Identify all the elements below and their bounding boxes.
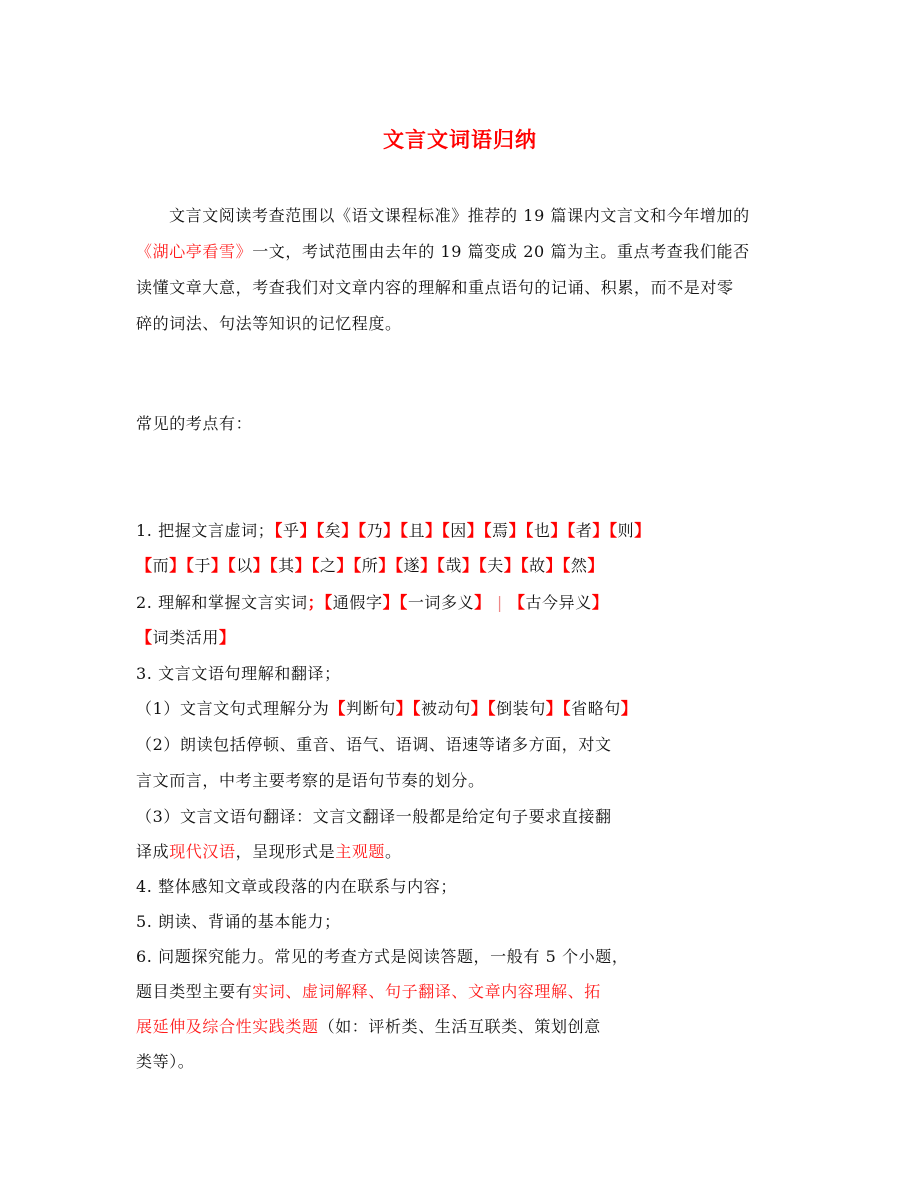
intro-text: 文言文阅读考查范围以《语文课程标准》推荐的 19 篇课内文言文和今年增加的 <box>169 206 750 225</box>
keyword-tag <box>484 521 526 540</box>
right-bracket: 】 <box>503 556 521 575</box>
item-text: 题目类型主要有 <box>136 982 253 1001</box>
item-text: 类等）。 <box>136 1052 195 1071</box>
intro-line-4 <box>136 314 402 334</box>
right-bracket: 】 <box>383 521 400 540</box>
keyword-text: 焉 <box>492 521 509 540</box>
right-bracket: 】 <box>474 593 491 612</box>
keyword-text: 倒装句 <box>496 699 546 718</box>
right-bracket: 】 <box>592 521 609 540</box>
right-bracket: 】 <box>395 699 413 718</box>
left-bracket: 【 <box>441 521 451 540</box>
keyword-text: 于 <box>194 556 212 575</box>
left-bracket: 【 <box>269 556 279 575</box>
red-semicolon: ； <box>307 593 325 612</box>
keyword-text: 古今异义 <box>525 593 592 612</box>
left-bracket: 【 <box>436 556 446 575</box>
keyword-tag <box>520 556 562 575</box>
keyword-text: 省略句 <box>571 699 621 718</box>
keyword-list <box>324 593 491 612</box>
right-bracket: 】 <box>587 556 605 575</box>
keyword-text: 词类活用 <box>152 628 220 647</box>
keyword-tag <box>562 556 604 575</box>
item-6-line-1 <box>136 947 629 967</box>
sub-text: 。 <box>385 842 402 861</box>
intro-text: 碎的词法、句法等知识的记忆程度。 <box>136 314 402 333</box>
left-bracket: 【 <box>608 521 618 540</box>
keyword-tag <box>437 556 479 575</box>
left-bracket: 【 <box>562 699 572 718</box>
right-bracket: 】 <box>545 556 563 575</box>
keyword-tag <box>525 521 567 540</box>
right-bracket: 】 <box>336 556 354 575</box>
left-bracket: 【 <box>227 556 237 575</box>
keyword-text: 乎 <box>282 521 300 540</box>
keyword-text: 判断句 <box>346 699 396 718</box>
sub-label: （1）文言文句式理解分为 <box>136 699 330 718</box>
sub-text: 译成 <box>136 842 170 861</box>
keyword-text: 所 <box>361 556 379 575</box>
sub-text: （3）文言文语句翻译：文言文翻译一般都是给定句子要求直接翻 <box>136 807 612 826</box>
left-bracket: 【 <box>329 699 346 718</box>
intro-text: 读懂文章大意，考查我们对文章内容的理解和重点语句的记诵、积累，而不是对零 <box>136 278 734 297</box>
right-bracket: 】 <box>378 556 395 575</box>
keyword-tag <box>269 556 311 575</box>
keyword-text: 一词多义 <box>407 593 475 612</box>
item-6-line-3 <box>136 1017 601 1037</box>
keyword-text: 哉 <box>445 556 463 575</box>
item-2-line-2 <box>136 628 236 648</box>
highlight-text: 现代汉语 <box>169 842 236 861</box>
keyword-tag <box>567 521 609 540</box>
left-bracket: 【 <box>353 556 362 575</box>
keyword-tag <box>509 593 609 612</box>
keyword-tag <box>136 628 236 647</box>
keyword-tag <box>399 593 491 612</box>
keyword-tag <box>412 699 487 718</box>
keyword-list <box>274 521 650 540</box>
item-3-line-1 <box>136 664 341 684</box>
left-bracket: 【 <box>136 628 153 647</box>
right-bracket: 】 <box>169 556 186 575</box>
keyword-tag <box>562 699 637 718</box>
left-bracket: 【 <box>316 521 325 540</box>
keyword-tag <box>274 521 316 540</box>
left-bracket: 【 <box>358 521 367 540</box>
right-bracket: 】 <box>252 556 270 575</box>
keyword-tag <box>136 556 186 575</box>
left-bracket: 【 <box>483 521 493 540</box>
keyword-text: 夫 <box>487 556 504 575</box>
keyword-text: 矣 <box>324 521 342 540</box>
item-text: （如：评析类、生活互联类、策划创意 <box>318 1017 601 1036</box>
keyword-text: 者 <box>575 521 593 540</box>
highlight-text: 实词、虚词解释、句子翻译、文章内容理解、拓 <box>252 982 601 1001</box>
item-2-line-1 <box>136 593 608 613</box>
keyword-tag <box>311 556 353 575</box>
item-1-line-1 <box>136 521 651 541</box>
keyword-list <box>136 556 604 575</box>
keyword-text: 也 <box>533 521 551 540</box>
right-bracket: 】 <box>420 556 437 575</box>
keyword-text: 乃 <box>366 521 384 540</box>
sub-text: 言文而言，中考主要考察的是语句节奏的划分。 <box>136 771 485 790</box>
keyword-text: 以 <box>236 556 253 575</box>
right-bracket: 】 <box>299 521 317 540</box>
left-bracket: 【 <box>136 556 153 575</box>
keyword-tag <box>186 556 228 575</box>
keyword-text: 然 <box>570 556 588 575</box>
item-text: 6. 问题探究能力。常见的考查方式是阅读答题，一般有 5 个小题， <box>136 947 629 966</box>
left-bracket: 【 <box>525 521 534 540</box>
left-bracket: 【 <box>311 556 320 575</box>
item-label: 2. 理解和掌握文言实词 <box>136 593 308 612</box>
left-bracket: 【 <box>185 556 195 575</box>
item-label: 1. 把握文言虚词； <box>136 521 275 540</box>
sub-text: （2）朗读包括停顿、重音、语气、语调、语速等诸多方面，对文 <box>136 735 612 754</box>
left-bracket: 【 <box>274 521 283 540</box>
item-6-line-2 <box>136 982 601 1002</box>
item-3-sub-2-line-1 <box>136 735 612 755</box>
keyword-text: 之 <box>319 556 337 575</box>
item-6-line-4 <box>136 1052 194 1072</box>
keyword-text: 且 <box>408 521 426 540</box>
highlight-text: 主观题 <box>335 842 386 861</box>
keyword-text: 故 <box>529 556 546 575</box>
item-4 <box>136 877 457 897</box>
keyword-text: 而 <box>152 556 170 575</box>
left-bracket: 【 <box>394 556 404 575</box>
page-title: 文言文词语归纳 <box>383 128 537 152</box>
keyword-tag <box>479 556 521 575</box>
left-bracket: 【 <box>567 521 576 540</box>
highlight-text: 展延伸及综合性实践类题 <box>136 1017 319 1036</box>
item-3-sub-3-line-2 <box>136 842 402 862</box>
intro-line-1 <box>136 206 750 226</box>
right-bracket: 】 <box>219 628 236 647</box>
right-bracket: 】 <box>341 521 359 540</box>
keyword-tag <box>228 556 270 575</box>
right-bracket: 】 <box>382 593 400 612</box>
keyword-list <box>509 593 609 612</box>
keyword-text: 则 <box>617 521 635 540</box>
keyword-text: 通假字 <box>332 593 383 612</box>
right-bracket: 】 <box>545 699 563 718</box>
keyword-tag <box>329 699 412 718</box>
item-3-sub-3-line-1 <box>136 807 612 827</box>
separator: | <box>496 593 503 612</box>
keyword-tag <box>487 699 562 718</box>
right-bracket: 】 <box>591 593 609 612</box>
left-bracket: 【 <box>399 521 409 540</box>
intro-line-3 <box>136 278 734 298</box>
heading-text: 常见的考点有： <box>136 414 253 433</box>
left-bracket: 【 <box>399 593 408 612</box>
keyword-list <box>329 699 637 718</box>
keyword-list <box>136 628 236 647</box>
keyword-text: 遂 <box>403 556 421 575</box>
right-bracket: 】 <box>466 521 484 540</box>
sub-text: ，呈现形式是 <box>235 842 336 861</box>
section-heading <box>136 414 252 434</box>
intro-text: 一文，考试范围由去年的 19 篇变成 20 篇为主。重点考查我们能否 <box>252 242 750 261</box>
intro-line-2 <box>136 242 750 262</box>
item-1-line-2 <box>136 556 604 576</box>
item-label: 3. 文言文语句理解和翻译； <box>136 664 341 683</box>
right-bracket: 】 <box>508 521 526 540</box>
keyword-tag <box>395 556 437 575</box>
right-bracket: 】 <box>294 556 312 575</box>
left-bracket: 【 <box>508 593 526 612</box>
item-5 <box>136 912 341 932</box>
item-3-sub-1 <box>136 699 638 719</box>
right-bracket: 】 <box>550 521 568 540</box>
highlight-title: 《湖心亭看雪》 <box>136 242 253 261</box>
item-text: 4. 整体感知文章或段落的内在联系与内容； <box>136 877 457 896</box>
keyword-tag <box>358 521 400 540</box>
left-bracket: 【 <box>412 699 422 718</box>
left-bracket: 【 <box>478 556 488 575</box>
keyword-tag <box>400 521 442 540</box>
keyword-tag <box>316 521 358 540</box>
keyword-tag <box>442 521 484 540</box>
left-bracket: 【 <box>562 556 571 575</box>
keyword-tag <box>609 521 651 540</box>
right-bracket: 】 <box>462 556 479 575</box>
item-text: 5. 朗读、背诵的基本能力； <box>136 912 341 931</box>
left-bracket: 【 <box>324 593 333 612</box>
keyword-tag <box>353 556 395 575</box>
keyword-text: 被动句 <box>421 699 471 718</box>
keyword-tag <box>324 593 399 612</box>
left-bracket: 【 <box>487 699 497 718</box>
right-bracket: 】 <box>211 556 228 575</box>
left-bracket: 【 <box>520 556 530 575</box>
right-bracket: 】 <box>634 521 651 540</box>
keyword-text: 因 <box>450 521 467 540</box>
right-bracket: 】 <box>620 699 638 718</box>
right-bracket: 】 <box>425 521 442 540</box>
keyword-text: 其 <box>278 556 295 575</box>
item-3-sub-2-line-2 <box>136 771 485 791</box>
right-bracket: 】 <box>470 699 488 718</box>
